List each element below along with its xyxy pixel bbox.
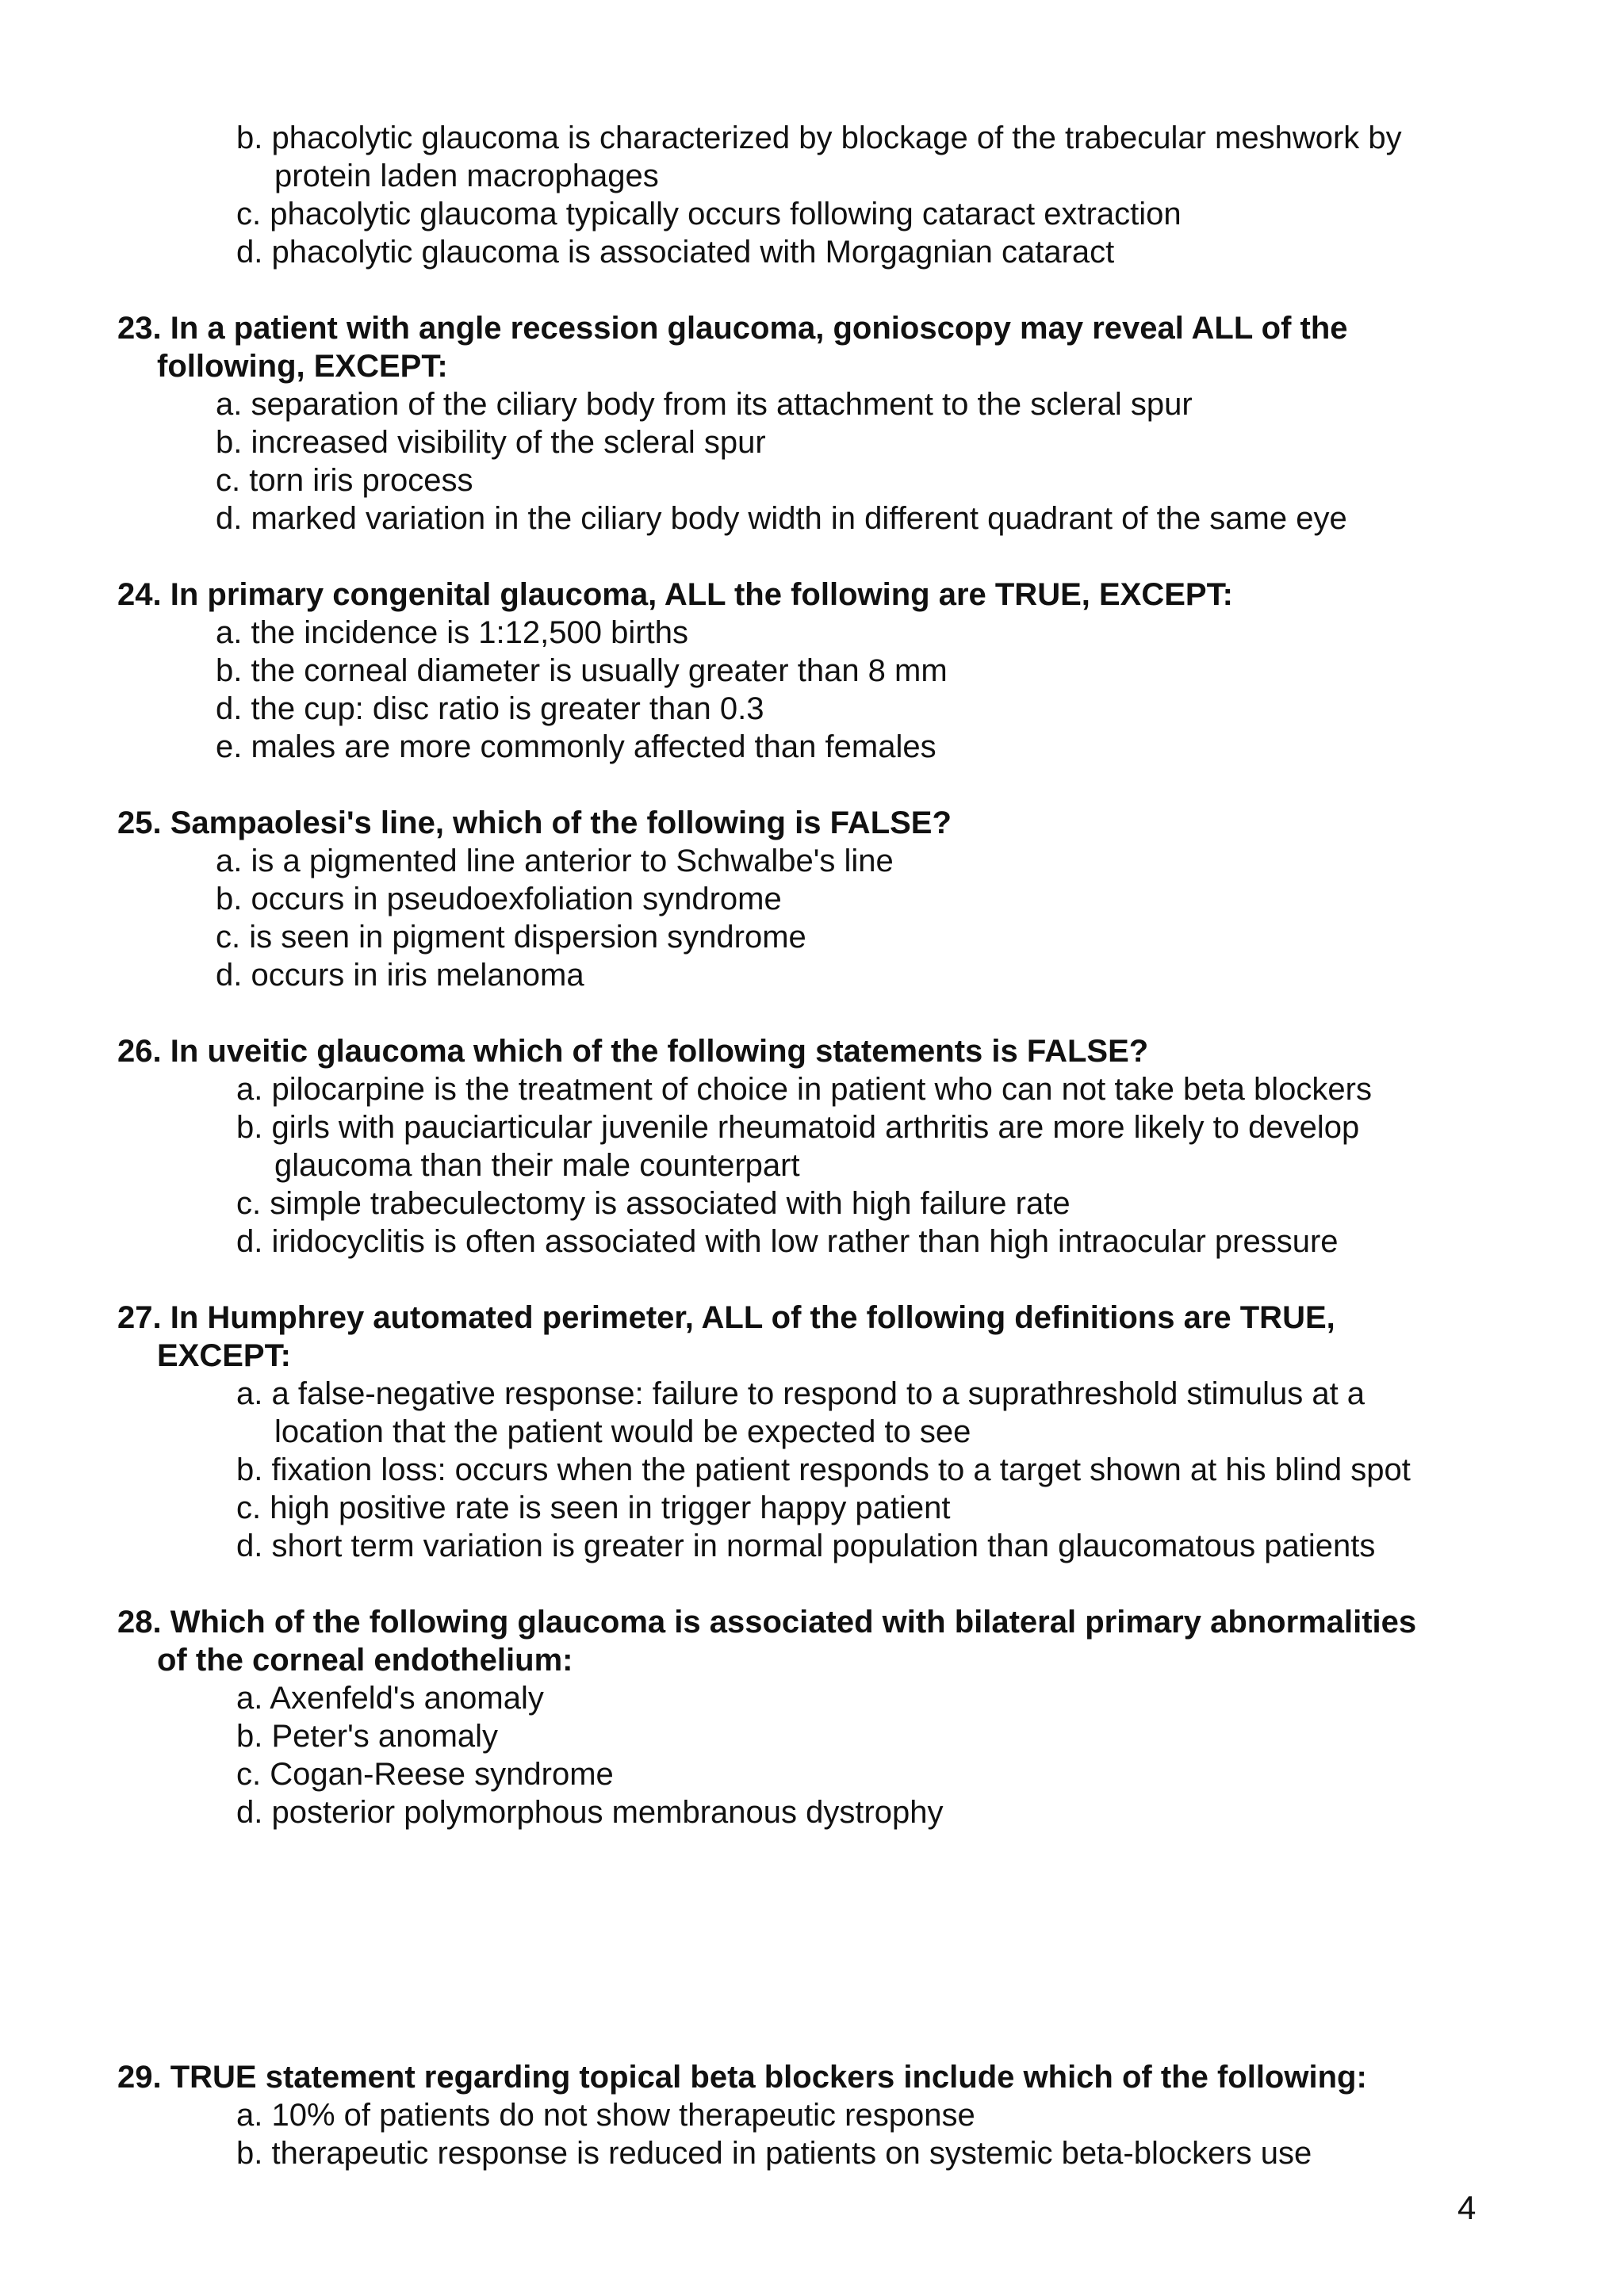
option-line: b. girls with pauciarticular juvenile rheumatoid arthritis are more likely to develop [236, 1110, 1360, 1145]
option-line: a. the incidence is 1:12,500 births [216, 615, 688, 650]
option-line: a. separation of the ciliary body from its attachment to the scleral spur [216, 387, 1193, 422]
question-stem: 27. In Humphrey automated perimeter, ALL of the following definitions are TRUE, [117, 1300, 1335, 1335]
question-stem: EXCEPT: [157, 1338, 291, 1373]
option-line: d. marked variation in the ciliary body width in different quadrant of the same eye [216, 501, 1347, 536]
page-number: 4 [1457, 2189, 1477, 2226]
option-line: a. a false-negative response: failure to respond to a suprathreshold stimulus at a [236, 1376, 1365, 1411]
option-line: b. fixation loss: occurs when the patient responds to a target shown at his blind spot [236, 1452, 1411, 1487]
option-line: a. pilocarpine is the treatment of choice in patient who can not take beta blockers [236, 1072, 1372, 1107]
option-line: d. posterior polymorphous membranous dystrophy [236, 1795, 944, 1830]
option-line: d. phacolytic glaucoma is associated with Morgagnian cataract [236, 235, 1115, 270]
option-line: b. increased visibility of the scleral spur [216, 425, 766, 460]
question-stem: 29. TRUE statement regarding topical beta blockers include which of the following: [117, 2060, 1367, 2095]
option-line: d. iridocyclitis is often associated with low rather than high intraocular pressure [236, 1224, 1339, 1259]
option-line: b. occurs in pseudoexfoliation syndrome [216, 882, 782, 916]
option-line: b. phacolytic glaucoma is characterized by blockage of the trabecular meshwork by [236, 121, 1402, 155]
option-line: a. Axenfeld's anomaly [236, 1681, 544, 1716]
option-line: c. torn iris process [216, 463, 473, 498]
option-line: glaucoma than their male counterpart [274, 1148, 800, 1183]
option-line: b. the corneal diameter is usually greater than 8 mm [216, 653, 948, 688]
option-line: a. 10% of patients do not show therapeutic response [236, 2098, 975, 2133]
question-stem: following, EXCEPT: [157, 349, 448, 384]
option-line: b. therapeutic response is reduced in patients on systemic beta-blockers use [236, 2136, 1312, 2171]
option-line: a. is a pigmented line anterior to Schwalbe's line [216, 844, 894, 878]
option-line: c. high positive rate is seen in trigger happy patient [236, 1490, 951, 1525]
option-line: e. males are more commonly affected than females [216, 729, 936, 764]
option-line: protein laden macrophages [274, 159, 659, 193]
question-stem: 24. In primary congenital glaucoma, ALL the following are TRUE, EXCEPT: [117, 577, 1233, 612]
option-line: c. is seen in pigment dispersion syndrome [216, 920, 806, 955]
question-stem: 25. Sampaolesi's line, which of the following is FALSE? [117, 806, 952, 840]
option-line: c. simple trabeculectomy is associated with high failure rate [236, 1186, 1071, 1221]
option-line: b. Peter's anomaly [236, 1719, 499, 1754]
question-stem: 26. In uveitic glaucoma which of the following statements is FALSE? [117, 1034, 1149, 1069]
question-stem: 28. Which of the following glaucoma is associated with bilateral primary abnormalities [117, 1605, 1417, 1640]
option-line: d. the cup: disc ratio is greater than 0.3 [216, 691, 764, 726]
question-stem: of the corneal endothelium: [157, 1643, 573, 1678]
option-line: c. Cogan-Reese syndrome [236, 1757, 614, 1792]
question-stem: 23. In a patient with angle recession glaucoma, gonioscopy may reveal ALL of the [117, 311, 1348, 346]
option-line: c. phacolytic glaucoma typically occurs following cataract extraction [236, 197, 1182, 232]
option-line: d. short term variation is greater in normal population than glaucomatous patients [236, 1529, 1376, 1563]
option-line: location that the patient would be expected to see [274, 1414, 971, 1449]
option-line: d. occurs in iris melanoma [216, 958, 584, 993]
